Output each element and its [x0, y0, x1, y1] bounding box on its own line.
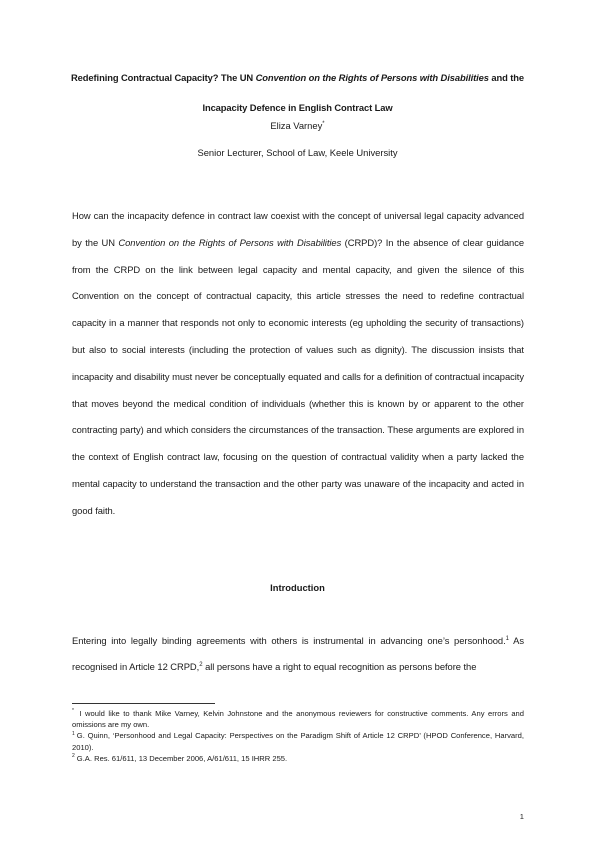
footnote-item — [72, 730, 524, 752]
page-number: 1 — [519, 812, 524, 821]
title-text-start: Redefining Contractual Capacity? The UN — [71, 72, 256, 83]
footnote-text: I would like to thank Mike Varney, Kelvin Johnstone and the anonymous reviewers for constructive comments. Any errors and omissions are my own. — [72, 709, 524, 730]
footnote-text: G. Quinn, ‘Personhood and Legal Capacity: Perspectives on the Paradigm Shift of Article 12 CRPD’ (HPOD Conference, Harvard, 2010). — [72, 731, 524, 752]
intro-sentence-2-start: As recognised in Article 12 CRPD, — [72, 635, 524, 672]
footnote-ref-1: 1 — [505, 635, 509, 642]
footnote-item — [72, 708, 524, 730]
abstract-italic-convention: Convention on the Rights of Persons with Disabilities — [118, 236, 342, 248]
author-line — [60, 119, 535, 133]
title-text-end: and the Incapacity Defence in English Contract Law — [202, 72, 524, 113]
author-affiliation: Senior Lecturer, School of Law, Keele University — [197, 147, 398, 158]
author-footnote-marker: * — [322, 120, 325, 127]
footnote-marker: 1 — [72, 730, 75, 737]
section-heading-introduction: Introduction — [270, 582, 325, 593]
footnote-ref-2: 2 — [199, 661, 203, 668]
footnote-item — [72, 753, 524, 764]
abstract — [72, 203, 524, 525]
footnote-marker: 2 — [72, 753, 75, 760]
abstract-text-start: How can the incapacity defence in contract law coexist with the concept of universal legal capacity advanced by the UN — [72, 210, 524, 248]
paper-title — [60, 63, 535, 123]
footnote-marker: * — [72, 708, 74, 715]
introduction-paragraph — [72, 628, 524, 680]
title-italic-convention: Convention on the Rights of Persons with Disabilities — [255, 72, 489, 83]
footnotes — [72, 708, 524, 764]
footnote-text: G.A. Res. 61/611, 13 December 2006, A/61/611, 15 IHRR 255. — [76, 753, 288, 763]
abstract-text-end: (CRPD)? In the absence of clear guidance from the CRPD on the link between legal capacity and mental capacity, and given the silence of this Convention on the concept of contractual capacity, this article stresses the need to redefine contractual capacity in a manner that responds not only to economic interests (eg upholding the security of transactions) but also to social interests (including the protection of values such as dignity). The discussion insists that incapacity and disability must never be conceptually equated and calls for a definition of contractual incapacity that moves beyond the medical condition of individuals (whether this is known by or apparent to the other contracting party) and which considers the circumstances of the transaction. These arguments are explored in the context of English contract law, focusing on the question of contractual validity when a party lacked the mental capacity to understand the transaction and the other party was unaware of the incapacity and acted in good faith. — [72, 236, 525, 516]
footnote-separator — [72, 703, 215, 704]
intro-sentence-2-end: all persons have a right to equal recognition as persons before the — [202, 661, 477, 672]
author-name: Eliza Varney — [270, 120, 323, 131]
intro-sentence-1: Entering into legally binding agreements with others is instrumental in advancing one’s personhood. — [72, 635, 506, 646]
